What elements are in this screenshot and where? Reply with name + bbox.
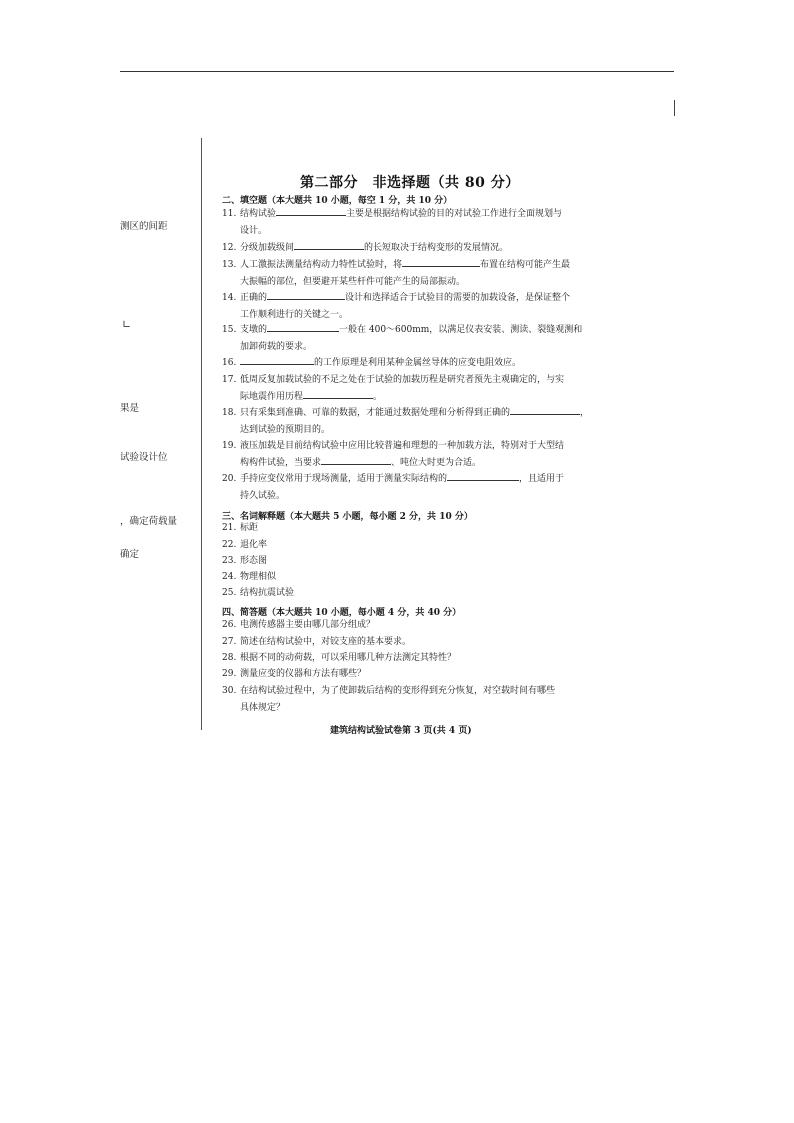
left-fragment-5: 确定	[120, 549, 140, 560]
question-number: 13.	[222, 260, 237, 270]
question-number: 12.	[222, 243, 237, 253]
section-fill-in-heading: 二、填空题（本大题共 10 小题，每空 1 分，共 10 分）	[222, 196, 453, 206]
question-number: 19.	[222, 441, 237, 451]
question-20: 20. 手持应变仪常用于现场测量，适用于测量实际结构的 ，且适用于 持久试验。	[222, 471, 600, 504]
question-25: 25. 结构抗震试验	[222, 588, 295, 598]
page-footer: 建筑结构试验试卷第 3 页(共 4 页)	[330, 726, 472, 736]
section-definitions-heading: 三、名词解释题（本大题共 5 小题，每小题 2 分，共 10 分）	[222, 512, 473, 522]
left-fragment-3: 试验设计位	[120, 452, 168, 463]
answer-blank[interactable]	[294, 240, 364, 250]
section-short-answer-heading: 四、简答题（本大题共 10 小题，每小题 4 分，共 40 分）	[222, 608, 462, 618]
question-number: 17.	[222, 375, 237, 385]
question-13: 13. 人工激振法测量结构动力特性试验时，将 布置在结构可能产生最 大振幅的部位，但要避开某些杆件可能产生的局部振动。	[222, 257, 600, 290]
question-number: 30.	[222, 686, 237, 696]
answer-blank[interactable]	[267, 322, 339, 332]
answer-blank[interactable]	[267, 290, 345, 300]
question-29: 29. 测量应变的仪器和方法有哪些？	[222, 669, 367, 679]
scan-mark	[674, 100, 675, 116]
question-17: 17. 低周反复加载试验的不足之处在于试验的加载历程是研究者预先主观确定的，与实 际地震作用历程 。	[222, 372, 600, 405]
question-number: 11.	[222, 209, 237, 219]
page-title: 第二部分 非选择题（共 80 分）	[300, 175, 520, 191]
left-fragment-4: ，确定荷载量	[120, 516, 178, 527]
top-rule	[120, 71, 674, 72]
answer-blank[interactable]	[321, 455, 391, 465]
question-number: 18.	[222, 408, 237, 418]
question-28: 28. 根据不同的动荷载，可以采用哪几种方法测定其特性？	[222, 653, 457, 663]
question-26: 26. 电测传感器主要由哪几部分组成？	[222, 620, 376, 630]
answer-blank[interactable]	[276, 206, 346, 216]
question-number: 15.	[222, 325, 237, 335]
question-30: 30. 在结构试验过程中，为了使卸载后结构的变形得到充分恢复，对空载时间有哪些 具体规定？	[222, 683, 600, 716]
left-fragment-2: 果是	[120, 403, 140, 414]
question-18: 18. 只有采集到准确、可靠的数据，才能通过数据处理和分析得到正确的 ， 达到试验的预期目的。	[222, 405, 600, 438]
answer-blank[interactable]	[447, 471, 519, 481]
question-21: 21. 标距	[222, 523, 259, 533]
question-number: 14.	[222, 293, 237, 303]
answer-blank[interactable]	[240, 355, 314, 365]
question-number: 20.	[222, 474, 237, 484]
left-fragment-1: 测区的间距	[120, 221, 168, 232]
question-14: 14. 正确的 设计和选择适合于试验目的需要的加载设备，是保证整个 工作顺利进行的关键之一。	[222, 290, 600, 323]
question-19: 19. 液压加载是目前结构试验中应用比较普遍和理想的一种加载方法，特别对于大型结 构构件试验，当要求 、吨位大时更为合适。	[222, 438, 600, 471]
question-24: 24. 物理相似	[222, 572, 277, 582]
answer-blank[interactable]	[402, 257, 480, 267]
question-16: 16. 的工作原理是利用某种金属丝导体的应变电阻效应。	[222, 355, 600, 372]
answer-blank[interactable]	[510, 405, 580, 415]
question-12: 12. 分级加载级间 的长短取决于结构变形的发展情况。	[222, 240, 600, 257]
question-number: 16.	[222, 358, 237, 368]
question-11: 11. 结构试验 主要是根据结构试验的目的对试验工作进行全面规划与 设计。	[222, 206, 600, 239]
answer-blank[interactable]	[303, 389, 373, 399]
question-23: 23. 形态图	[222, 556, 268, 566]
question-15: 15. 支墩的 一般在 400～600mm，以满足仪表安装、测读、裂缝观测和 加卸荷载的要求。	[222, 322, 600, 355]
binding-margin-line	[201, 138, 202, 730]
question-22: 22. 退化率	[222, 540, 268, 550]
left-corner-mark: ∟	[122, 318, 132, 331]
question-27: 27. 简述在结构试验中，对铰支座的基本要求。	[222, 637, 412, 647]
